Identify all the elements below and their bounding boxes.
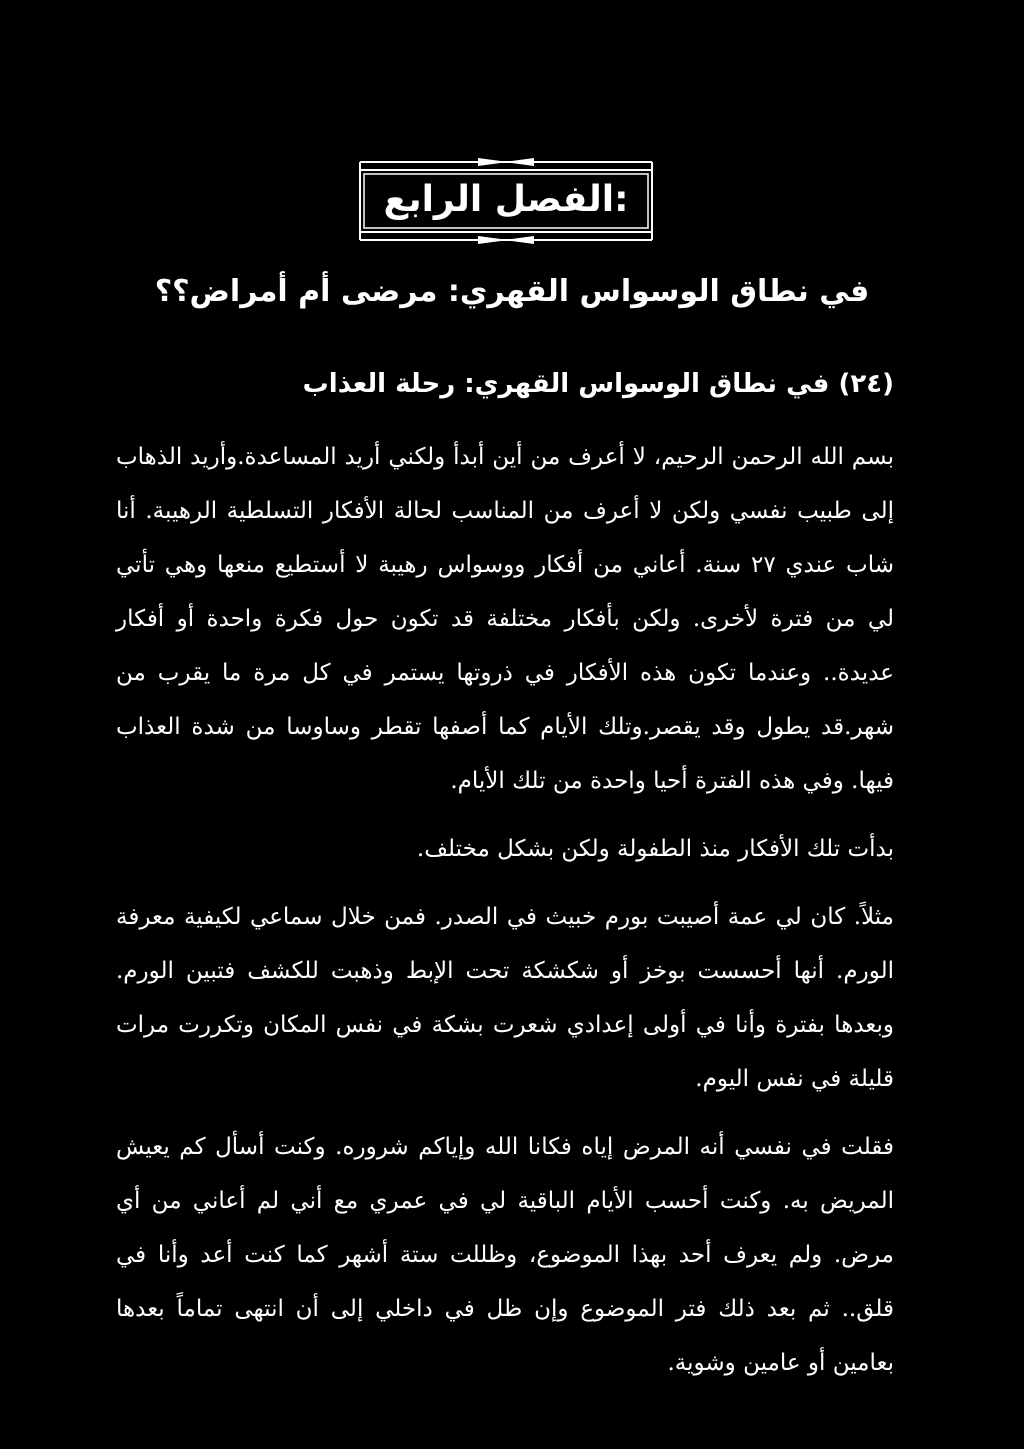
paragraph: فقلت في نفسي أنه المرض إياه فكانا الله وإياكم شروره. وكنت أسأل كم يعيش المريض به. وكنت أحسب الأيام الباقية لي في عمري مع أني لم أعاني من أي مرض. ولم يعرف أحد بهذا الموضوع، وظللت ستة أشهر كما كنت أعد وأنا في قلق.. ثم بعد ذلك فتر الموضوع وإن ظل في داخلي إلى أن انتهى تماماً بعدها بعامين أو عامين وشوية. <box>116 1134 894 1376</box>
body-text <box>116 430 894 1390</box>
chapter-title: :الفصل الرابع <box>383 179 629 220</box>
paragraph: مثلاً. كان لي عمة أصيبت بورم خبيث في الصدر. فمن خلال سماعي لكيفية معرفة الورم. أنها أحسست بوخز أو شكشكة تحت الإبط وذهبت للكشف فتبين الورم. وبعدها بفترة وأنا في أولى إعدادي شعرت بشكة في نفس المكان وتكررت مرات قليلة في نفس اليوم. <box>116 904 894 1092</box>
paragraph: بسم الله الرحمن الرحيم، لا أعرف من أين أبدأ ولكني أريد المساعدة.وأريد الذهاب إلى طبيب نفسي ولكن لا أعرف من المناسب لحالة الأفكار التسلطية الرهيبة. أنا شاب عندي ٢٧ سنة. أعاني من أفكار ووسواس رهيبة لا أستطيع منعها وهي تأتي لي من فترة لأخرى. ولكن بأفكار مختلفة قد تكون حول فكرة واحدة أو أفكار عديدة.. وعندما تكون هذه الأفكار في ذروتها يستمر في كل مرة ما يقرب من شهر.قد يطول وقد يقصر.وتلك الأيام كما أصفها تقطر وساوسا من شدة العذاب فيها. وفي هذه الفترة أحيا واحدة من تلك الأيام. <box>116 444 894 794</box>
chapter-title-box <box>358 158 654 244</box>
chapter-subtitle: في نطاق الوسواس القهري: مرضى أم أمراض؟؟ <box>154 274 870 309</box>
section-heading: (٢٤) في نطاق الوسواس القهري: رحلة العذاب <box>302 369 894 399</box>
paragraph: بدأت تلك الأفكار منذ الطفولة ولكن بشكل مختلف. <box>416 836 894 862</box>
